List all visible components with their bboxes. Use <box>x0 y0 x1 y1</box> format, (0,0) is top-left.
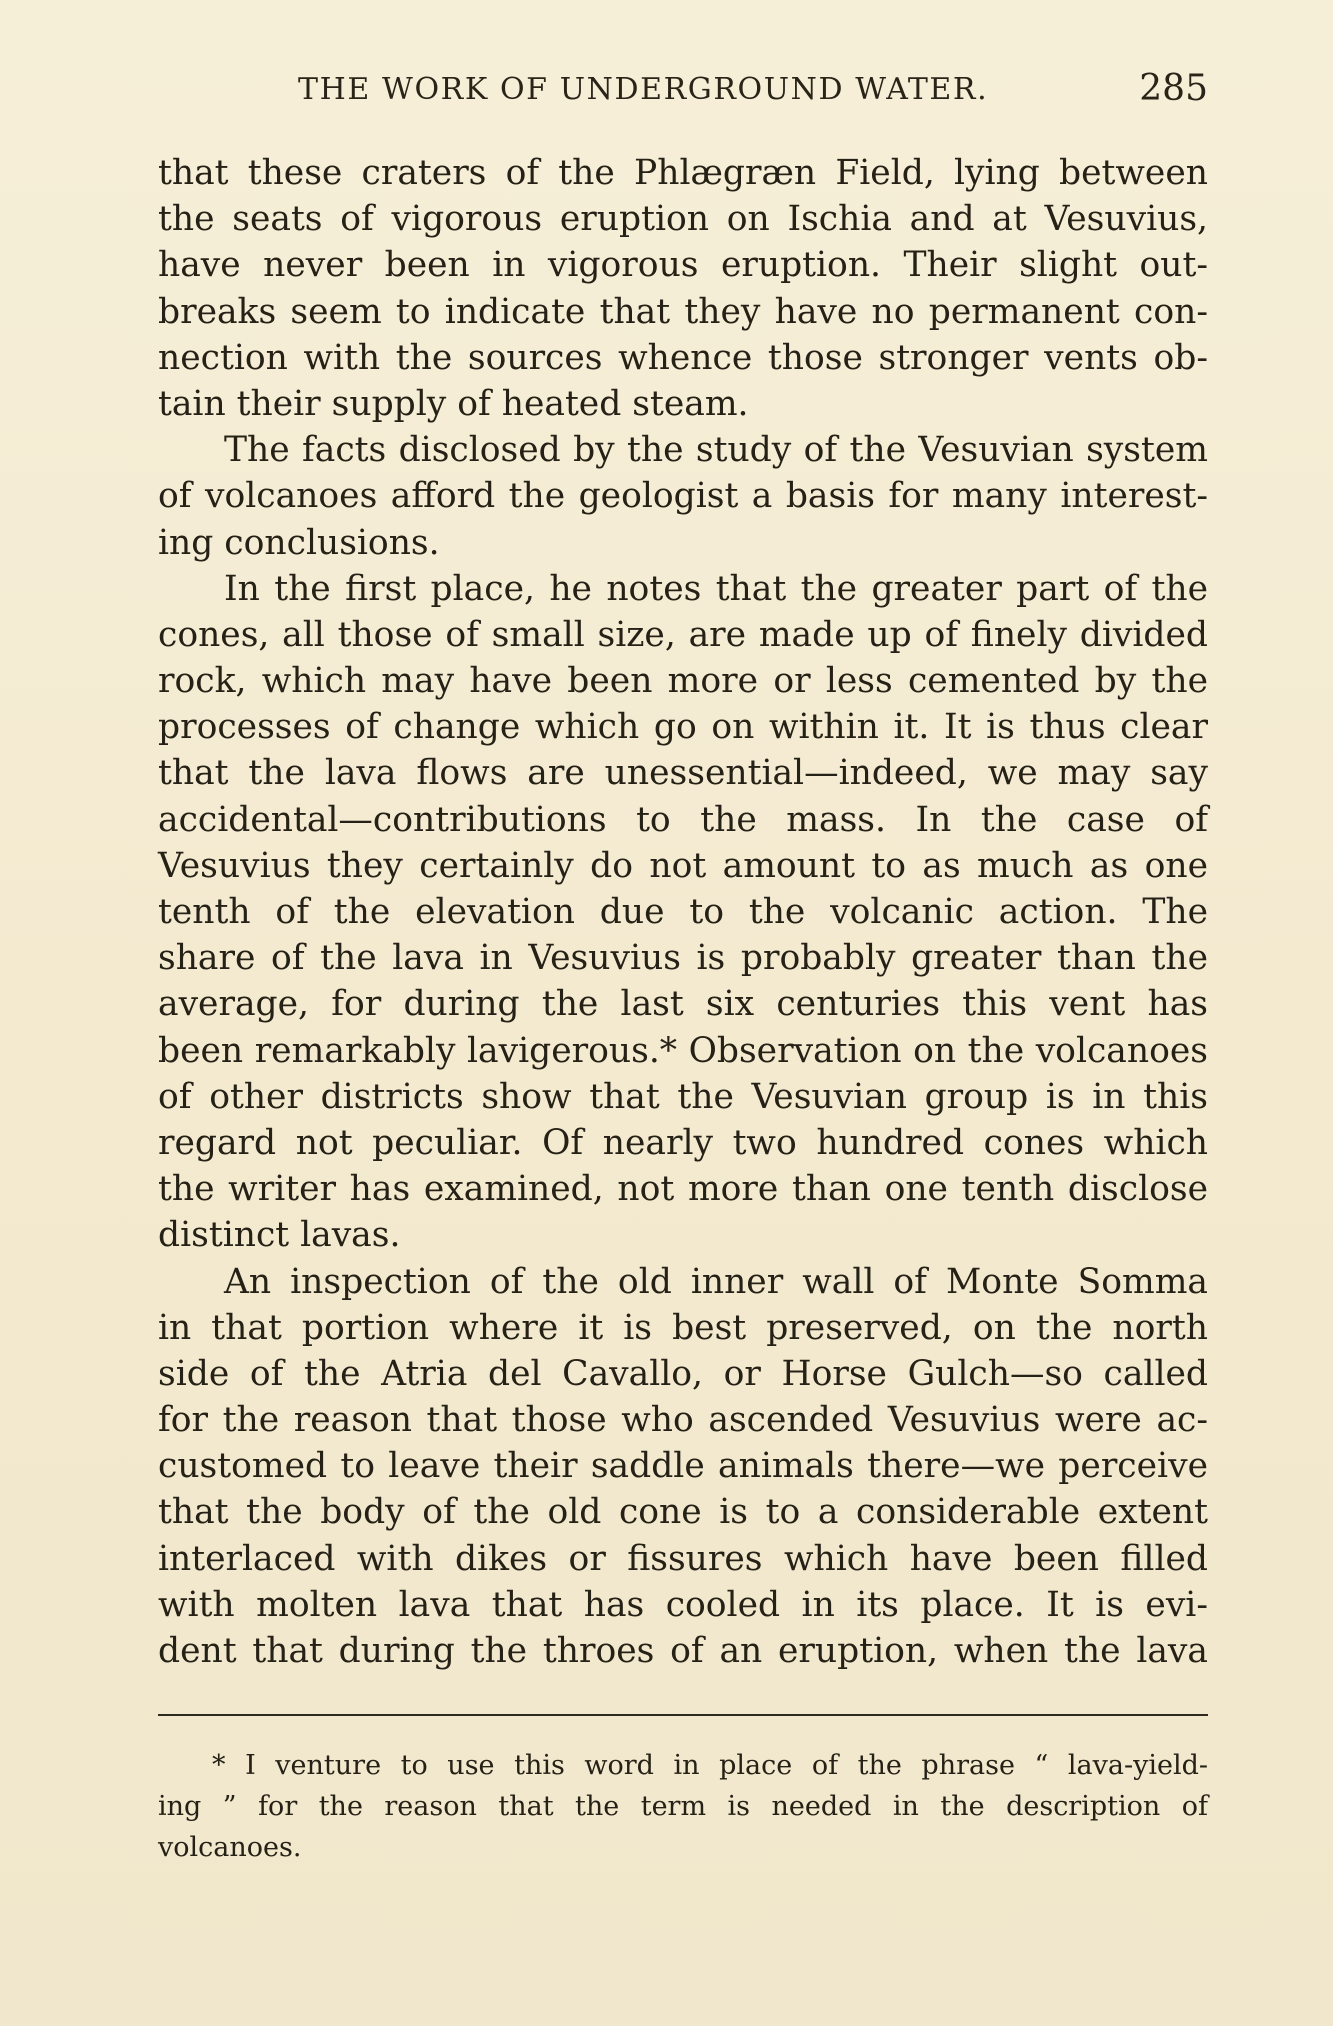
text-line: that the body of the old cone is to a considerable extent <box>158 1492 1208 1533</box>
text-line: dent that during the throes of an eruption, when the lava <box>158 1631 1208 1671</box>
body-text <box>158 150 1208 1674</box>
text-line: average, for during the last six centuries this vent has <box>158 984 1208 1025</box>
text-line: with molten lava that has cooled in its place. It is evi- <box>158 1584 1208 1625</box>
text-line: interlaced with dikes or fissures which have been filled <box>158 1538 1208 1579</box>
text-line: side of the Atria del Cavallo, or Horse Gulch—so called <box>158 1353 1208 1394</box>
text-line: distinct lavas. <box>158 1215 401 1256</box>
running-head: THE WORK OF UNDERGROUND WATER. <box>298 72 989 107</box>
text-line: In the first place, he notes that the greater part of the <box>224 568 1208 609</box>
text-line: nection with the sources whence those stronger vents ob- <box>158 337 1208 378</box>
text-line: the writer has examined, not more than one tenth disclose <box>158 1169 1208 1210</box>
text-line: been remarkably lavigerous.* Observation on the volcanoes <box>158 1030 1208 1071</box>
text-line: cones, all those of small size, are made up of finely divided <box>158 614 1208 655</box>
text-line: of volcanoes afford the geologist a basis for many interest- <box>158 476 1208 517</box>
footnote-divider <box>158 1714 1208 1716</box>
text-line: customed to leave their saddle animals there—we perceive <box>158 1446 1208 1487</box>
text-line: regard not peculiar. Of nearly two hundred cones which <box>158 1122 1208 1163</box>
text-line: breaks seem to indicate that they have no permanent con- <box>158 291 1208 332</box>
text-line: tain their supply of heated steam. <box>158 383 749 424</box>
text-line: An inspection of the old inner wall of Monte Somma <box>224 1261 1208 1302</box>
text-line: accidental—contributions to the mass. In the case of <box>158 799 1208 840</box>
footnote-line: ing ” for the reason that the term is needed in the description of <box>158 1791 1208 1822</box>
text-line: of other districts show that the Vesuvian group is in this <box>158 1076 1208 1117</box>
text-line: rock, which may have been more or less cemented by the <box>158 661 1208 702</box>
page-number: 285 <box>1139 68 1208 109</box>
text-line: the seats of vigorous eruption on Ischia and at Vesuvius, <box>158 199 1208 240</box>
text-line: share of the lava in Vesuvius is probably greater than the <box>158 938 1208 979</box>
footnote-line: volcanoes. <box>158 1832 302 1863</box>
text-line: processes of change which go on within it. It is thus clear <box>158 707 1208 748</box>
text-line: that the lava flows are unessential—indeed, we may say <box>158 753 1208 794</box>
page-header <box>158 68 1208 118</box>
footnote <box>158 1745 1208 1868</box>
text-line: The facts disclosed by the study of the Vesuvian system <box>224 430 1208 471</box>
text-line: ing conclusions. <box>158 522 440 563</box>
text-line: for the reason that those who ascended Vesuvius were ac- <box>158 1400 1208 1441</box>
text-line: in that portion where it is best preserved, on the north <box>158 1307 1208 1348</box>
text-line: have never been in vigorous eruption. Their slight out- <box>158 245 1208 286</box>
text-line: tenth of the elevation due to the volcanic action. The <box>158 892 1208 932</box>
footnote-line: * I venture to use this word in place of the phrase “ lava-yield- <box>212 1750 1208 1781</box>
text-line: that these craters of the Phlægræn Field, lying between <box>158 153 1208 193</box>
text-line: Vesuvius they certainly do not amount to as much as one <box>158 845 1208 886</box>
